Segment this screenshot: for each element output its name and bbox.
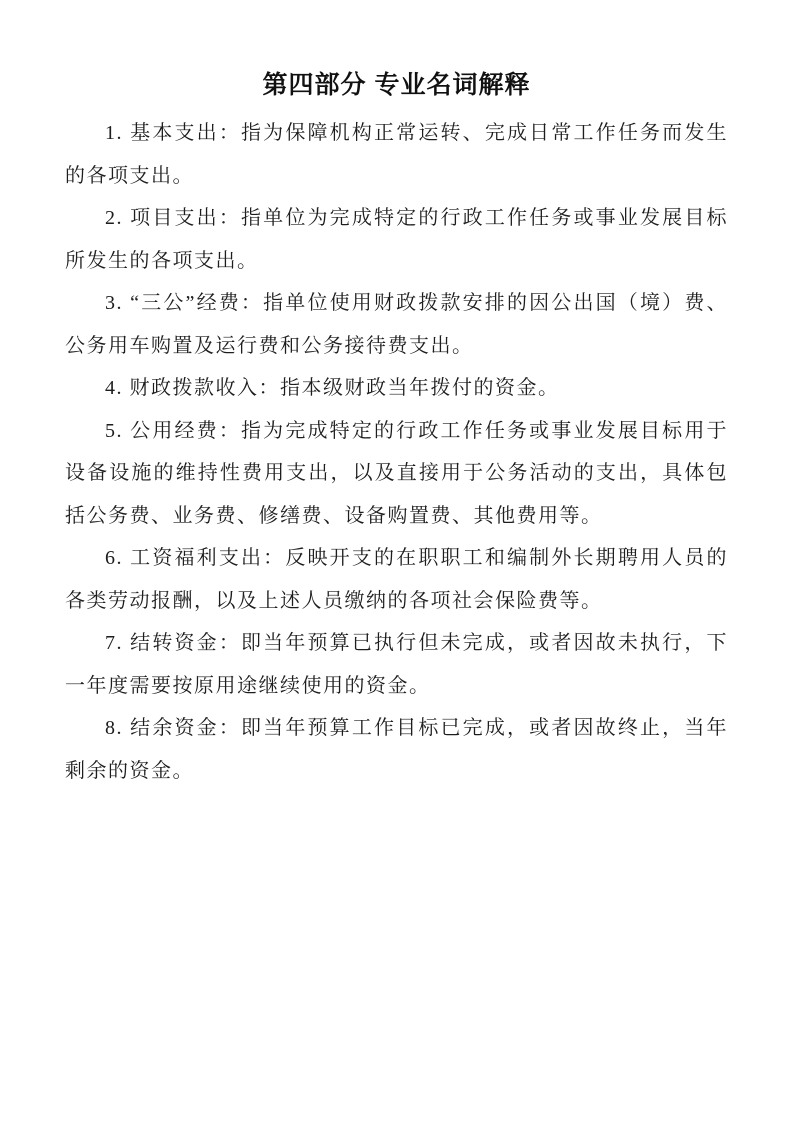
definition-paragraph-carryover-funds: 7. 结转资金：即当年预算已执行但未完成，或者因故未执行，下一年度需要按原用途继续使用的资金。 <box>65 632 728 697</box>
definition-paragraph-three-public-funds: 3. “三公”经费：指单位使用财政拨款安排的因公出国（境）费、公务用车购置及运行费和公务接待费支出。 <box>65 292 728 357</box>
page-title: 第四部分 专业名词解释 <box>262 71 531 99</box>
definition-paragraph-wage-welfare-expenditure: 6. 工资福利支出：反映开支的在职职工和编制外长期聘用人员的各类劳动报酬，以及上述人员缴纳的各项社会保险费等。 <box>65 547 728 612</box>
definition-paragraph-project-expenditure: 2. 项目支出：指单位为完成特定的行政工作任务或事业发展目标所发生的各项支出。 <box>65 207 728 272</box>
definition-paragraph-public-funds: 5. 公用经费：指为完成特定的行政工作任务或事业发展目标用于设备设施的维持性费用支出，以及直接用于公务活动的支出，具体包括公务费、业务费、修缮费、设备购置费、其他费用等。 <box>65 419 728 527</box>
definition-paragraph-surplus-funds: 8. 结余资金：即当年预算工作目标已完成，或者因故终止，当年剩余的资金。 <box>65 717 728 782</box>
definition-paragraph-fiscal-appropriation-income: 4. 财政拨款收入：指本级财政当年拨付的资金。 <box>105 377 560 399</box>
definition-paragraph-basic-expenditure: 1. 基本支出：指为保障机构正常运转、完成日常工作任务而发生的各项支出。 <box>65 122 728 187</box>
